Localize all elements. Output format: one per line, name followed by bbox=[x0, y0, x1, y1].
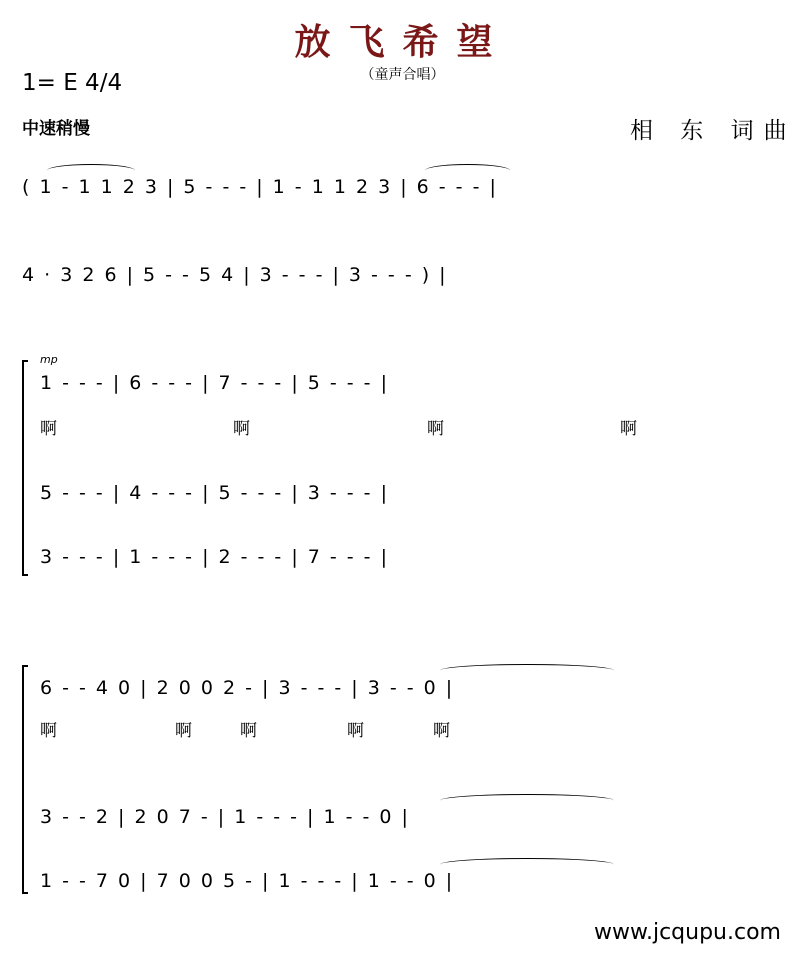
tie bbox=[425, 164, 510, 177]
composer: 相 东 词曲 bbox=[630, 118, 797, 144]
system2-middle-voice: 3 - - 2 | 2 0 7 - | 1 - - - | 1 - - 0 | bbox=[40, 806, 410, 828]
lyric: 啊 bbox=[433, 721, 450, 741]
system1-bottom-voice: 3 - - - | 1 - - - | 2 - - - | 7 - - - | bbox=[40, 546, 389, 568]
system1-top-voice: 1 - - - | 6 - - - | 7 - - - | 5 - - - | bbox=[40, 372, 389, 394]
key-signature: 1= E 4/4 bbox=[22, 70, 123, 96]
tie bbox=[440, 858, 614, 871]
lyric: 啊 bbox=[40, 721, 57, 741]
watermark: www.jcqupu.com bbox=[594, 920, 781, 945]
tie bbox=[440, 794, 614, 807]
dynamics-mp: mp bbox=[40, 353, 58, 366]
lyric: 啊 bbox=[240, 721, 257, 741]
lyric: 啊 bbox=[40, 419, 57, 439]
lyric: 啊 bbox=[347, 721, 364, 741]
tie bbox=[440, 664, 614, 677]
system2-bottom-voice: 1 - - 7 0 | 7 0 0 5 - | 1 - - - | 1 - - 0 | bbox=[40, 870, 455, 892]
lyric: 啊 bbox=[233, 419, 250, 439]
lyric: 啊 bbox=[175, 721, 192, 741]
system1-middle-voice: 5 - - - | 4 - - - | 5 - - - | 3 - - - | bbox=[40, 482, 389, 504]
system-brace bbox=[22, 665, 28, 894]
tie bbox=[47, 164, 135, 177]
system2-top-voice: 6 - - 4 0 | 2 0 0 2 - | 3 - - - | 3 - - 0 | bbox=[40, 677, 455, 699]
lyric: 啊 bbox=[427, 419, 444, 439]
tempo-marking: 中速稍慢 bbox=[22, 119, 90, 139]
lyric: 啊 bbox=[620, 419, 637, 439]
system-brace bbox=[22, 360, 28, 576]
page-title: 放飞希望 bbox=[294, 21, 511, 63]
intro-line-2: 4 · 3 2 6 | 5 - - 5 4 | 3 - - - | 3 - - - ) | bbox=[22, 264, 448, 286]
subtitle: （童声合唱） bbox=[360, 67, 445, 83]
intro-line-1: ( 1 - 1 1 2 3 | 5 - - - | 1 - 1 1 2 3 | 6 - - - | bbox=[22, 176, 498, 198]
